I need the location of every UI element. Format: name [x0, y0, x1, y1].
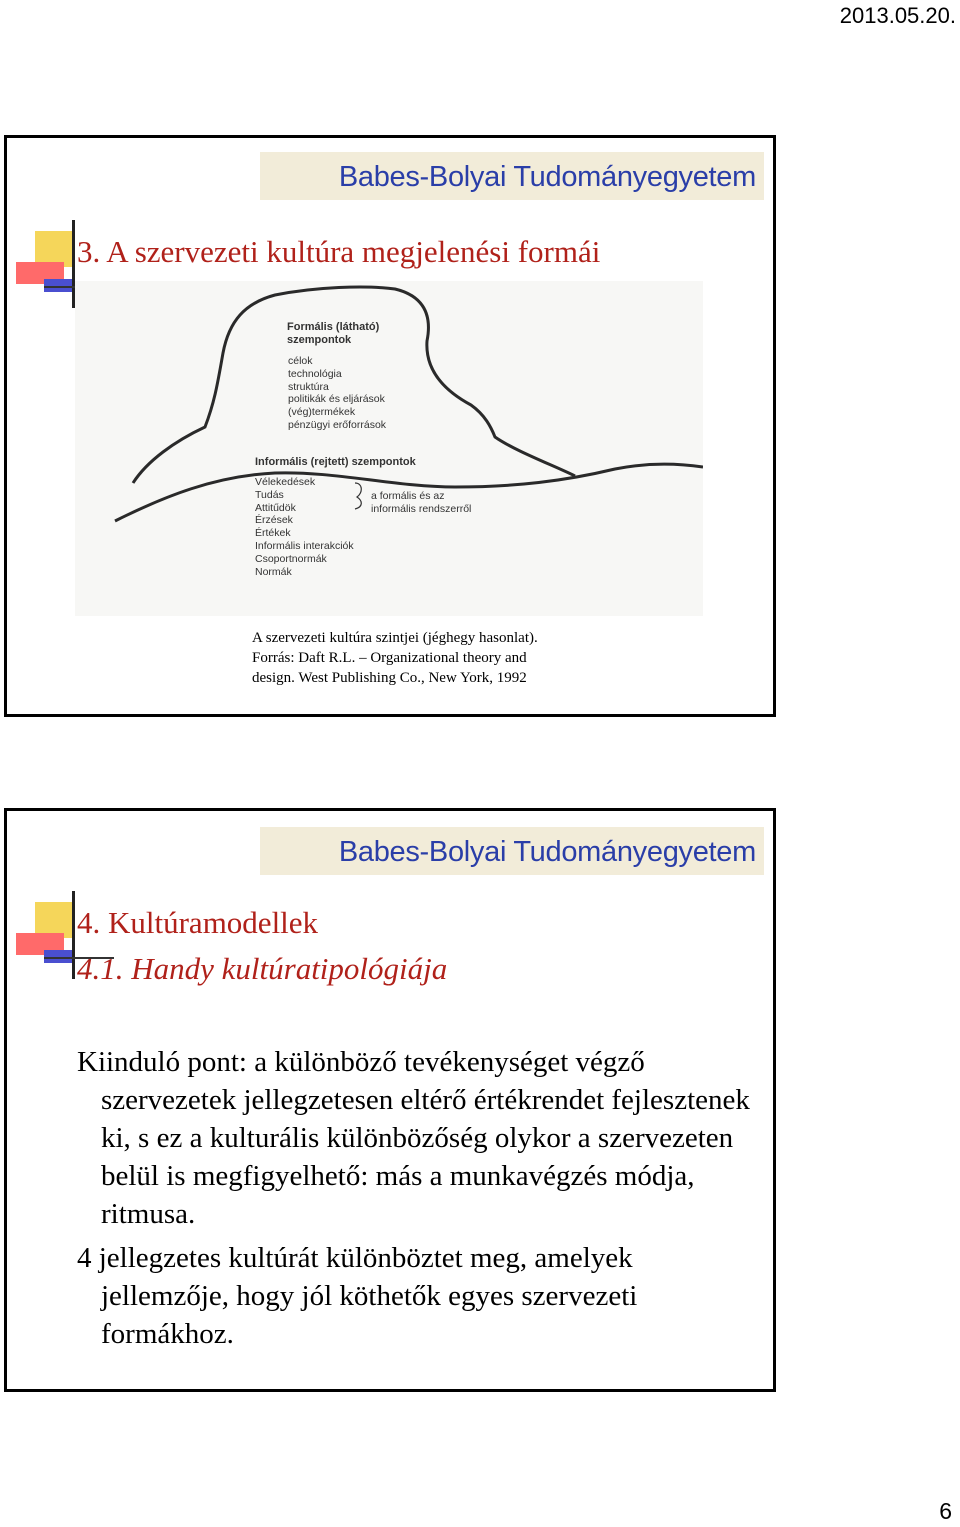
slide-title: 4. Kultúramodellek — [77, 905, 319, 940]
university-banner: Babes-Bolyai Tudományegyetem — [260, 827, 764, 875]
university-banner: Babes-Bolyai Tudományegyetem — [260, 152, 764, 200]
slide-subtitle: 4.1. Handy kultúratipológiája — [77, 951, 448, 986]
slide-title: 3. A szervezeti kultúra megjelenési formái — [77, 234, 601, 269]
slide-culture-forms — [4, 135, 776, 717]
brace-label: a formális és az informális rendszerről — [371, 490, 472, 515]
page-date: 2013.05.20. — [839, 3, 956, 28]
figure-caption: A szervezeti kultúra szintjei (jéghegy hasonlat). Forrás: Daft R.L. – Organizational theory and design. West Publishing Co., New York, 1992 — [252, 630, 538, 686]
iceberg-outline-icon — [75, 281, 703, 616]
list-item: Csoportnormák — [255, 552, 327, 565]
list-item: (vég)termékek — [288, 406, 356, 419]
informal-list — [255, 476, 354, 578]
slide-culture-models — [4, 808, 776, 1392]
list-item: Vélekedések — [255, 476, 316, 488]
list-item: Normák — [255, 565, 292, 578]
formal-heading: Formális (látható) szempontok — [287, 321, 380, 346]
formal-list — [288, 355, 386, 432]
list-item: struktúra — [288, 380, 329, 393]
list-item: Informális interakciók — [255, 539, 354, 552]
list-item: Tudás — [255, 488, 284, 501]
body-paragraph: 4 jellegzetes kultúrát különböztet meg, amelyek jellemzője, hogy jól köthetők egyes szervezeti formákhoz. — [77, 1242, 638, 1350]
list-item: Érzések — [255, 514, 293, 527]
list-item: pénzügyi erőforrások — [288, 418, 387, 431]
page-number: 6 — [939, 1498, 952, 1524]
list-item: politikák és eljárások — [288, 393, 385, 406]
list-item: technológia — [288, 367, 342, 380]
iceberg-figure — [75, 281, 703, 616]
slide-body — [77, 1043, 767, 1359]
body-paragraph: Kiinduló pont: a különböző tevékenységet végző szervezetek jellegzetesen eltérő értékrendet fejlesztenek ki, s ez a kulturális különbözőség olykor a szervezeten belül is megfigyelhető: más a munkavégzés módja, ritmusa. — [77, 1046, 750, 1230]
list-item: Attitűdök — [255, 501, 296, 514]
list-item: célok — [288, 355, 313, 367]
list-item: Értékek — [255, 527, 291, 540]
informal-heading: Informális (rejtett) szempontok — [255, 456, 416, 468]
